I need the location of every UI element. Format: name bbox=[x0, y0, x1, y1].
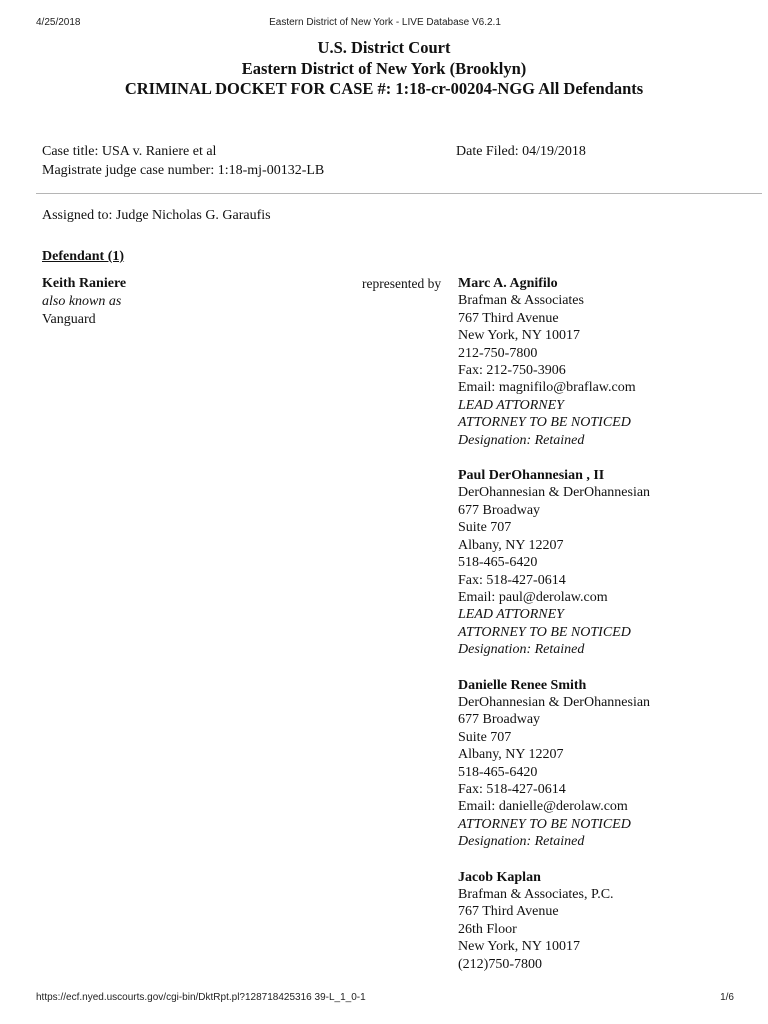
represented-by-label: represented by bbox=[362, 276, 442, 291]
attorney-email: Email: paul@derolaw.com bbox=[458, 589, 608, 605]
print-footer bbox=[36, 992, 734, 1006]
attorney-address: 767 Third Avenue bbox=[458, 904, 559, 920]
attorney-suite: Suite 707 bbox=[458, 520, 512, 536]
attorney-lead: LEAD ATTORNEY bbox=[458, 607, 564, 623]
attorney-address: 677 Broadway bbox=[458, 712, 541, 728]
attorney-designation: Designation: Retained bbox=[458, 432, 585, 448]
attorney-phone: 212-750-7800 bbox=[458, 345, 538, 361]
attorney-name: Danielle Renee Smith bbox=[458, 677, 587, 693]
attorney-name: Paul DerOhannesian , II bbox=[458, 468, 605, 484]
court-district: Eastern District of New York (Brooklyn) bbox=[241, 58, 527, 78]
attorney-phone: (212)750-7800 bbox=[458, 956, 542, 972]
attorney-lead: LEAD ATTORNEY bbox=[458, 397, 564, 413]
attorney-entry bbox=[458, 869, 758, 973]
court-name: U.S. District Court bbox=[317, 38, 451, 57]
attorney-address: 677 Broadway bbox=[458, 502, 541, 518]
case-title: Case title: USA v. Raniere et al bbox=[42, 144, 217, 159]
attorney-notice: ATTORNEY TO BE NOTICED bbox=[458, 816, 631, 832]
attorney-list bbox=[458, 275, 758, 991]
attorney-notice: ATTORNEY TO BE NOTICED bbox=[458, 415, 631, 431]
attorney-city: Albany, NY 12207 bbox=[458, 537, 564, 553]
defendant-alias: Vanguard bbox=[42, 312, 96, 327]
magistrate-case-number: Magistrate judge case number: 1:18-mj-00132-LB bbox=[42, 163, 325, 178]
date-filed: Date Filed: 04/19/2018 bbox=[456, 144, 586, 159]
section-divider bbox=[36, 193, 762, 194]
attorney-fax: Fax: 212-750-3906 bbox=[458, 363, 566, 379]
attorney-firm: DerOhannesian & DerOhannesian bbox=[458, 694, 651, 710]
attorney-phone: 518-465-6420 bbox=[458, 764, 538, 780]
page-url: https://ecf.nyed.uscourts.gov/cgi-bin/DktRpt.pl?128718425316 39-L_1_0-1 bbox=[36, 992, 366, 1003]
attorney-fax: Fax: 518-427-0614 bbox=[458, 572, 566, 588]
attorney-firm: Brafman & Associates bbox=[458, 293, 584, 309]
attorney-name: Jacob Kaplan bbox=[458, 869, 541, 885]
defendant-info bbox=[42, 275, 126, 329]
print-title: Eastern District of New York - LIVE Database V6.2.1 bbox=[269, 17, 501, 28]
attorney-suite: Suite 707 bbox=[458, 729, 512, 745]
assigned-judge: Assigned to: Judge Nicholas G. Garaufis bbox=[42, 208, 271, 223]
defendant-heading: Defendant (1) bbox=[42, 249, 125, 264]
attorney-city: Albany, NY 12207 bbox=[458, 747, 564, 763]
aka-label: also known as bbox=[42, 294, 122, 309]
attorney-designation: Designation: Retained bbox=[458, 642, 585, 658]
attorney-address: 767 Third Avenue bbox=[458, 310, 559, 326]
print-date: 4/25/2018 bbox=[36, 17, 81, 28]
print-header bbox=[36, 17, 734, 31]
attorney-fax: Fax: 518-427-0614 bbox=[458, 781, 566, 797]
attorney-city: New York, NY 10017 bbox=[458, 939, 580, 955]
attorney-suite: 26th Floor bbox=[458, 921, 517, 937]
docket-case-heading: CRIMINAL DOCKET FOR CASE #: 1:18-cr-00204-NGG All Defendants bbox=[124, 79, 644, 98]
docket-title bbox=[0, 38, 768, 100]
attorney-email: Email: magnifilo@braflaw.com bbox=[458, 380, 636, 396]
attorney-entry bbox=[458, 467, 758, 658]
attorney-firm: DerOhannesian & DerOhannesian bbox=[458, 485, 651, 501]
attorney-entry bbox=[458, 677, 758, 851]
defendant-name: Keith Raniere bbox=[42, 276, 127, 291]
attorney-name: Marc A. Agnifilo bbox=[458, 276, 558, 291]
attorney-email: Email: danielle@derolaw.com bbox=[458, 799, 628, 815]
attorney-city: New York, NY 10017 bbox=[458, 328, 580, 344]
attorney-entry bbox=[458, 275, 758, 449]
attorney-phone: 518-465-6420 bbox=[458, 555, 538, 571]
attorney-designation: Designation: Retained bbox=[458, 834, 585, 850]
page-number: 1/6 bbox=[720, 992, 734, 1003]
attorney-firm: Brafman & Associates, P.C. bbox=[458, 887, 614, 902]
attorney-notice: ATTORNEY TO BE NOTICED bbox=[458, 624, 631, 640]
